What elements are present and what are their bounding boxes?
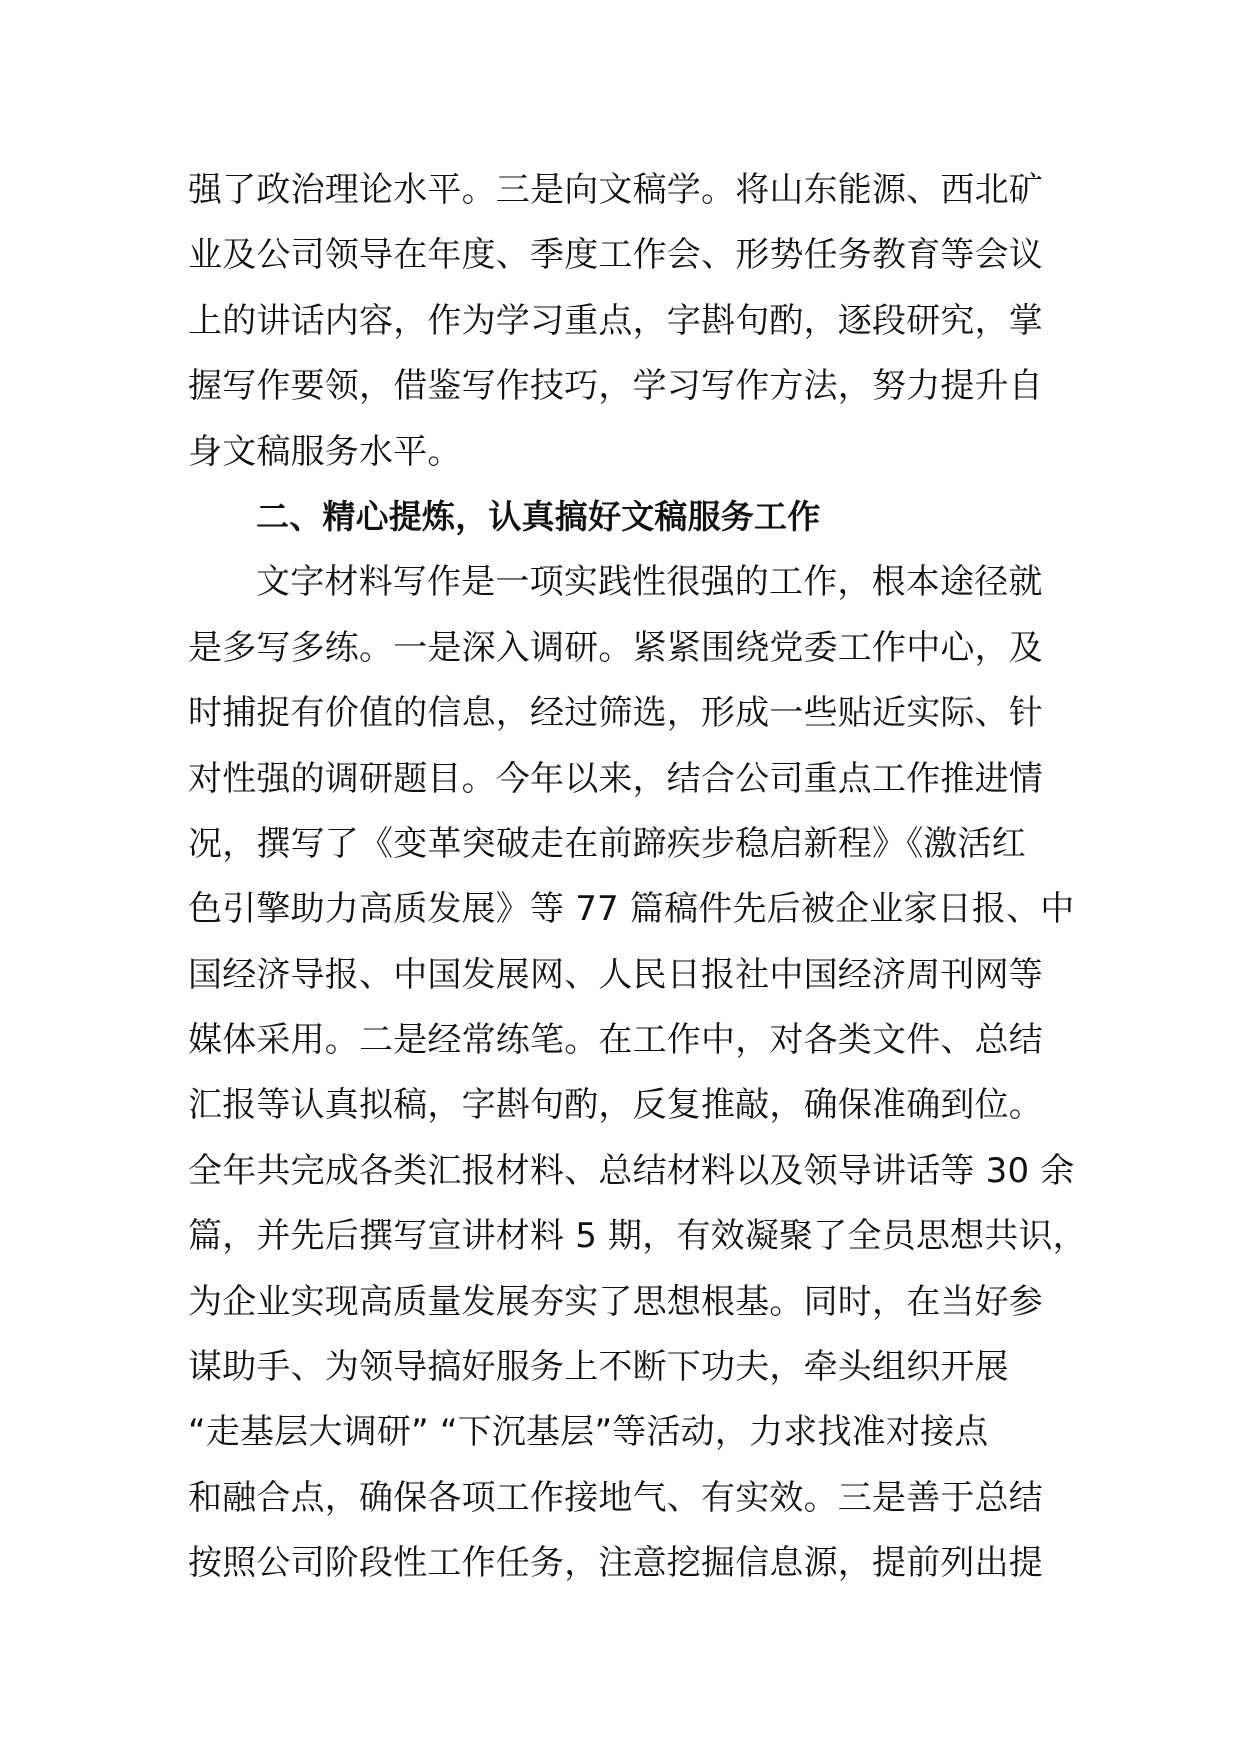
document-page [188,168,1088,1607]
body-text-line: 是多写多练。一是深入调研。紧紧围绕党委工作中心，及 [188,627,1043,668]
body-text-line: 汇报等认真拟稿，字斟句酌，反复推敲，确保准确到位。 [188,1085,1043,1126]
body-text-line: 和融合点，确保各项工作接地气、有实效。三是善于总结 [188,1477,1043,1518]
body-text-line: 身文稿服务水平。 [188,431,462,472]
body-text-line: 按照公司阶段性工作任务，注意挖掘信息源，提前列出提 [188,1543,1043,1584]
body-text-line: “走基层大调研” “下沉基层”等活动，力求找准对接点 [188,1412,989,1453]
body-text-line: 上的讲话内容，作为学习重点，字斟句酌，逐段研究，掌 [188,300,1043,341]
body-text-line: 强了政治理论水平。三是向文稿学。将山东能源、西北矿 [188,170,1043,210]
body-text-line: 时捕捉有价值的信息，经过筛选，形成一些贴近实际、针 [188,693,1043,734]
body-text-line: 篇，并先后撰写宣讲材料 5 期，有效凝聚了全员思想共识， [188,1216,1087,1257]
body-text-line: 谋助手、为领导搞好服务上不断下功夫，牵头组织开展 [188,1347,1009,1388]
body-text-line: 为企业实现高质量发展夯实了思想根基。同时，在当好参 [188,1281,1043,1322]
body-text-line: 业及公司领导在年度、季度工作会、形势任务教育等会议 [188,235,1043,276]
body-text-line: 况，撰写了《变革突破走在前蹄疾步稳启新程》《激活红 [188,823,1026,864]
body-text-line: 对性强的调研题目。今年以来，结合公司重点工作推进情 [188,758,1043,799]
body-text-line: 全年共完成各类汇报材料、总结材料以及领导讲话等 30 余 [188,1150,1075,1191]
section-heading: 二、精心提炼，认真搞好文稿服务工作 [256,496,821,536]
body-text-line: 色引擎助力高质发展》等 77 篇稿件先后被企业家日报、中 [188,889,1075,930]
body-text-line: 媒体采用。二是经常练笔。在工作中，对各类文件、总结 [188,1020,1043,1061]
body-text-line: 国经济导报、中国发展网、人民日报社中国经济周刊网等 [188,954,1043,995]
body-text-line: 文字材料写作是一项实践性很强的工作，根本途径就 [256,562,1043,603]
body-text-line: 握写作要领，借鉴写作技巧，学习写作方法，努力提升自 [188,366,1043,407]
